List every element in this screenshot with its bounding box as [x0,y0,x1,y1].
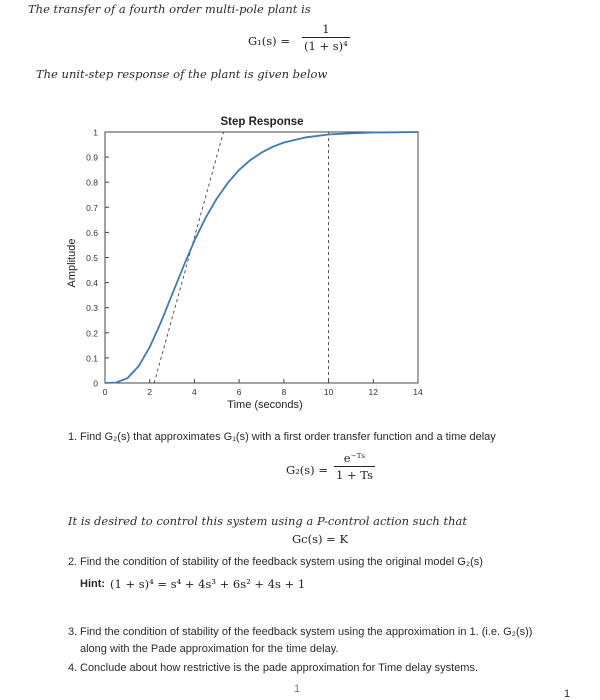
q1-number: 1. [68,431,78,443]
x-tick-label: 0 [102,387,108,397]
y-tick-label: 0.1 [86,353,98,364]
chart-ylabel: Amplitude [66,238,78,288]
intro-text-2: The unit-step response of the plant is given below [36,67,328,81]
y-tick-label: 1 [93,127,98,138]
g2-fraction [334,451,375,482]
q3-number: 3. [68,626,78,638]
hint-equation: (1 + s)⁴ = s⁴ + 4s³ + 6s² + 4s + 1 [110,577,306,591]
y-tick-label: 0.6 [86,227,98,238]
q1-text: Find G₂(s) that approximates G₁(s) with a first order transfer function and a time delay [80,431,496,443]
x-tick-label: 6 [236,387,242,397]
g2-denominator: 1 + Ts [336,468,373,482]
hint-label: Hint: [80,578,106,590]
y-tick-label: 0.9 [86,152,98,163]
g1-denominator: (1 + s)⁴ [304,39,348,53]
x-tick-label: 14 [413,387,423,397]
y-tick-label: 0.5 [86,253,98,263]
q3-text-line1: Find the condition of stability of the feedback system using the approximation in 1. (i.e. G₂(s)) [80,626,533,638]
q2-number: 2. [68,556,78,568]
x-tick-label: 12 [368,387,379,397]
y-tick-label: 0.7 [86,202,98,213]
g1-fraction [302,22,350,53]
q3-text-line2: along with the Pade approximation for the time delay. [80,643,339,655]
x-tick-label: 10 [323,387,334,397]
chart-title: Step Response [220,116,304,128]
y-tick-label: 0 [93,378,98,389]
intro-text: The transfer of a fourth order multi-pole plant is [28,2,311,16]
g2-numerator: e⁻ᵀˢ [343,451,366,465]
q2-text: Find the condition of stability of the feedback system using the original model G₂(s) [80,556,483,568]
page-number-center: 1 [294,683,301,695]
y-tick-label: 0.2 [86,328,98,339]
q4-text: Conclude about how restrictive is the pade approximation for Time delay systems. [80,662,479,674]
g1-lhs: G₁(s) = [248,34,290,48]
step-response-chart [0,100,600,520]
y-tick-label: 0.3 [86,303,98,314]
y-tick-label: 0.8 [86,177,98,188]
y-tick-label: 0.4 [86,278,98,289]
plot-frame [105,132,418,383]
g2-lhs: G₂(s) = [286,463,328,477]
chart-xlabel: Time (seconds) [227,399,303,411]
q4-number: 4. [68,662,78,674]
x-tick-label: 4 [192,387,197,397]
x-tick-label: 2 [147,387,153,397]
chart-plot-area [86,128,423,398]
x-tick-label: 8 [281,387,287,397]
pcontrol-text: It is desired to control this system using a P-control action such that [68,514,467,528]
g1-numerator: 1 [322,22,330,36]
page-number-right: 1 [564,688,571,700]
gc-equation: Gc(s) = K [292,532,349,546]
